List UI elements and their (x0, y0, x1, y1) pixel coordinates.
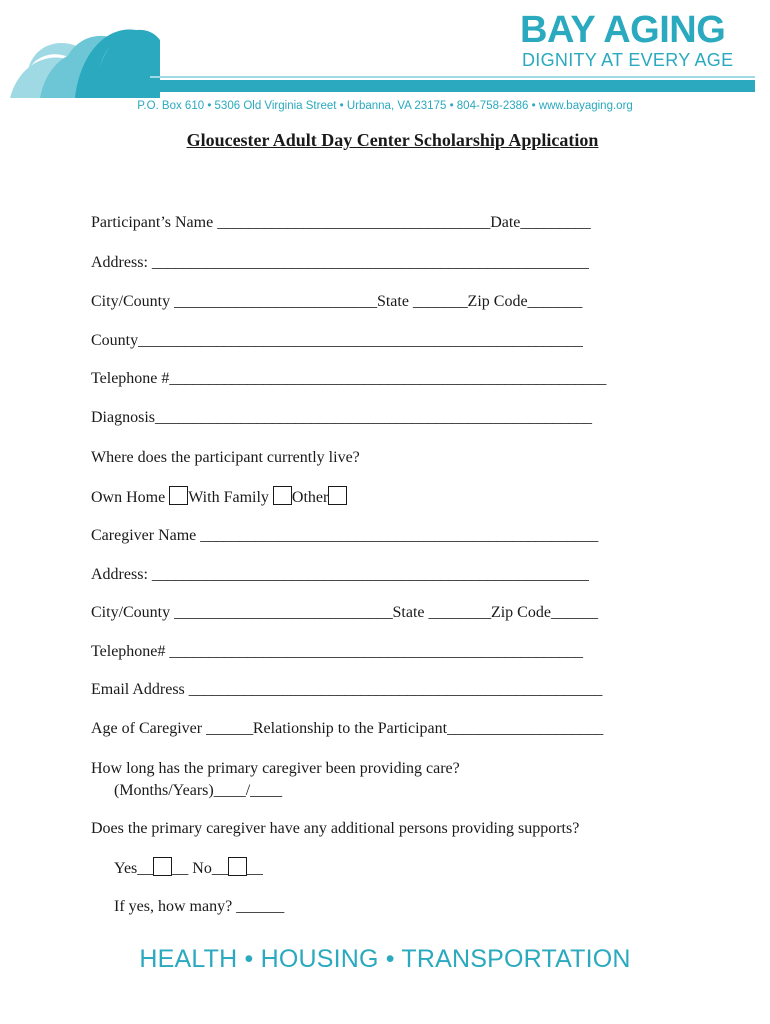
address-label: Address: (91, 254, 148, 271)
footer-tagline: HEALTH • HOUSING • TRANSPORTATION (139, 945, 631, 973)
cg-city-row (91, 603, 598, 623)
cg-city-field[interactable]: ____________________________ (174, 604, 393, 621)
caregiver-name-row (91, 526, 598, 546)
contact-line: P.O. Box 610 • 5306 Old Virginia Street • Urbanna, VA 23175 • 804-758-2386 • www.bayaging.org (137, 100, 633, 112)
cg-zip-label: Zip Code (490, 604, 551, 621)
county-label: County (91, 332, 139, 349)
cg-telephone-label: Telephone# (91, 643, 166, 660)
city-field[interactable]: __________________________ (174, 293, 377, 310)
cg-telephone-row (91, 642, 583, 662)
email-row (91, 680, 602, 700)
own-home-checkbox[interactable] (169, 486, 188, 505)
email-field[interactable]: _____________________________________________________ (188, 681, 603, 698)
cg-city-label: City/County (91, 604, 171, 621)
no-checkbox[interactable] (228, 857, 247, 876)
relationship-label: Relationship to the Participant (252, 720, 448, 737)
city-label: City/County (91, 293, 171, 310)
address-row (91, 253, 589, 273)
caregiver-name-field[interactable]: ___________________________________________________ (200, 527, 599, 544)
yes-label: Yes (114, 860, 138, 877)
brand-rule-thin (150, 76, 755, 78)
city-row (91, 292, 582, 312)
participant-name-label: Participant’s Name (91, 214, 214, 231)
county-row (91, 331, 583, 351)
brand-title: BAY AGING (520, 9, 726, 51)
state-field[interactable]: _______ (412, 293, 468, 310)
age-field[interactable]: ______ (206, 720, 253, 737)
living-options-row (91, 486, 347, 508)
cg-address-field[interactable]: ________________________________________________________ (151, 566, 589, 583)
with-family-checkbox[interactable] (273, 486, 292, 505)
letterhead (0, 0, 770, 125)
relationship-field[interactable]: ____________________ (447, 720, 604, 737)
cg-state-field[interactable]: ________ (428, 604, 491, 621)
cg-address-label: Address: (91, 566, 148, 583)
participant-name-row (91, 213, 591, 233)
telephone-field[interactable]: ________________________________________________________ (169, 370, 607, 387)
diagnosis-row (91, 408, 592, 428)
own-home-label: Own Home (91, 489, 166, 506)
age-row (91, 719, 603, 739)
with-family-label: With Family (188, 489, 269, 506)
county-field[interactable]: _________________________________________________________ (138, 332, 583, 349)
cg-address-row (91, 565, 589, 585)
yes-checkbox[interactable] (153, 857, 172, 876)
email-label: Email Address (91, 681, 185, 698)
age-label: Age of Caregiver (91, 720, 203, 737)
caregiver-name-label: Caregiver Name (91, 527, 197, 544)
supports-question: Does the primary caregiver have any additional persons providing supports? (91, 820, 580, 837)
live-question: Where does the participant currently live? (91, 449, 360, 466)
other-checkbox[interactable] (328, 486, 347, 505)
diagnosis-field[interactable]: ________________________________________________________ (155, 409, 592, 426)
wave-logo-icon (10, 10, 160, 102)
yes-no-row: Yes__ __ No__ __ (114, 857, 263, 879)
date-field[interactable]: _________ (520, 214, 591, 231)
months-years-field[interactable]: (Months/Years)____/____ (114, 782, 283, 799)
how-many-field[interactable]: If yes, how many? ______ (114, 898, 285, 915)
cg-telephone-field[interactable]: _____________________________________________________ (169, 643, 583, 660)
diagnosis-label: Diagnosis (91, 409, 155, 426)
brand-rule (150, 80, 755, 92)
telephone-row (91, 369, 606, 389)
date-label: Date (490, 214, 521, 231)
cg-zip-field[interactable]: ______ (550, 604, 598, 621)
form-title: Gloucester Adult Day Center Scholarship Application (186, 130, 599, 150)
address-field[interactable]: ________________________________________________________ (151, 254, 589, 271)
how-long-question: How long has the primary caregiver been providing care? (91, 760, 460, 777)
other-label: Other (291, 489, 329, 506)
zip-label: Zip Code (467, 293, 528, 310)
state-label: State (376, 293, 409, 310)
brand-tagline: DIGNITY AT EVERY AGE (522, 50, 734, 70)
zip-field[interactable]: _______ (527, 293, 583, 310)
participant-name-field[interactable]: ___________________________________ (217, 214, 491, 231)
telephone-label: Telephone # (91, 370, 170, 387)
no-label: No (192, 860, 212, 877)
cg-state-label: State (392, 604, 425, 621)
